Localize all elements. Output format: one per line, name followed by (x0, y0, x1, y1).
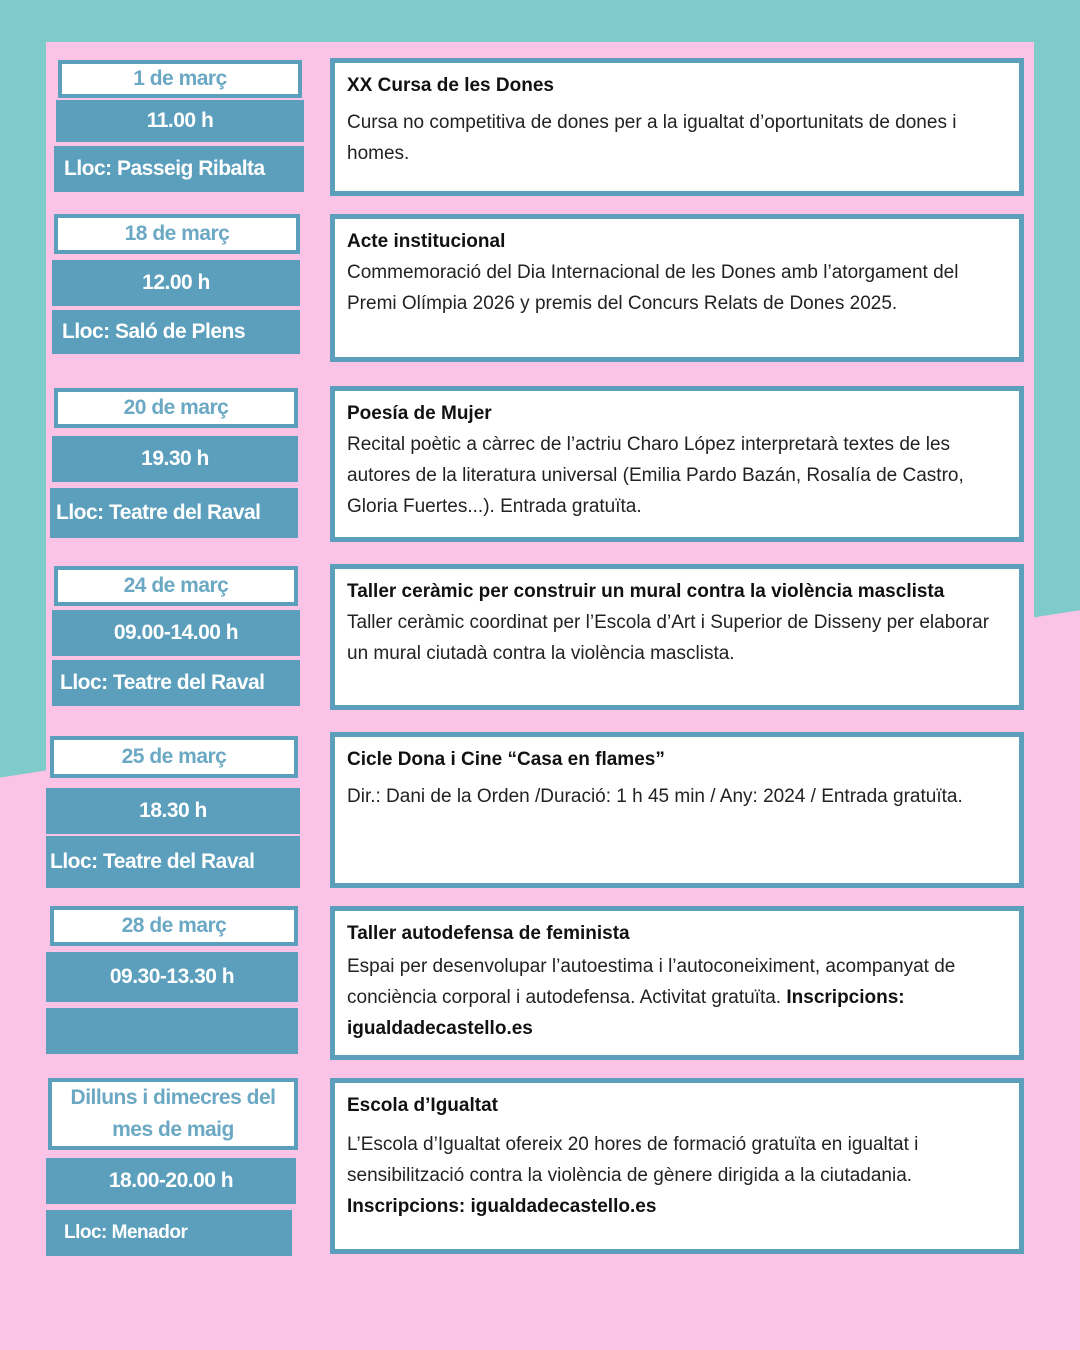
event-date: 20 de març (54, 388, 298, 428)
event-title: Acte institucional (347, 231, 506, 252)
event-signup: Inscripcions: igualdadecastello.es (347, 987, 905, 1039)
event-date: 1 de març (58, 60, 302, 98)
event-date: 28 de març (50, 906, 298, 946)
event-card (330, 214, 1024, 362)
event-time: 09.00-14.00 h (52, 610, 300, 656)
event-card (330, 564, 1024, 710)
event-title: Escola d’Igualtat (347, 1095, 498, 1116)
event-time: 18.30 h (46, 788, 300, 834)
event-title: Taller ceràmic per construir un mural contra la violència masclista (347, 581, 945, 602)
event-time: 12.00 h (52, 260, 300, 306)
event-time: 18.00-20.00 h (46, 1158, 296, 1204)
event-time: 19.30 h (52, 436, 298, 482)
event-place: Lloc: Teatre del Raval (52, 660, 300, 706)
event-description: L’Escola d’Igualtat ofereix 20 hores de formació gratuïta en igualtat i sensibilització contra la violència de gènere dirigida a la ciutadania. Inscripcions: igualdadecastello.es (347, 1134, 919, 1217)
event-description: Recital poètic a càrrec de l’actriu Charo López interpretarà textes de les autores de la literatura universal (Emilia Pardo Bazán, Rosalía de Castro, Gloria Fuertes...). Entrada gratuïta. (347, 434, 964, 517)
event-place: Lloc: Passeig Ribalta (54, 146, 304, 192)
event-card (330, 1078, 1024, 1254)
event-date: 24 de març (54, 566, 298, 606)
event-place: Lloc: Menador (46, 1210, 292, 1256)
event-card (330, 386, 1024, 542)
event-card (330, 732, 1024, 888)
event-description: Espai per desenvolupar l’autoestima i l’autoconeiximent, acompanyat de conciència corporal i autodefensa. Activitat gratuïta. Inscripcions: igualdadecastello.es (347, 956, 956, 1039)
event-description: Commemoració del Dia Internacional de les Dones amb l’atorgament del Premi Olímpia 2026 y premis del Concurs Relats de Dones 2025. (347, 262, 959, 314)
event-time: 09.30-13.30 h (46, 952, 298, 1002)
event-description: Dir.: Dani de la Orden /Duració: 1 h 45 min / Any: 2024 / Entrada gratuïta. (347, 786, 963, 807)
event-date: 18 de març (54, 214, 300, 254)
event-place-empty (46, 1008, 298, 1054)
event-signup: Inscripcions: igualdadecastello.es (347, 1196, 657, 1217)
event-card (330, 906, 1024, 1060)
event-description: Cursa no competitiva de dones per a la igualtat d’oportunitats de dones i homes. (347, 112, 957, 164)
event-title: Poesía de Mujer (347, 403, 492, 424)
event-date: 25 de març (50, 736, 298, 778)
event-title: XX Cursa de les Dones (347, 75, 554, 96)
event-place: Lloc: Teatre del Raval (46, 836, 300, 888)
event-card (330, 58, 1024, 196)
event-title: Taller autodefensa de feminista (347, 923, 630, 944)
event-time: 11.00 h (56, 100, 304, 142)
event-title: Cicle Dona i Cine “Casa en flames” (347, 749, 665, 770)
event-description: Taller ceràmic coordinat per l’Escola d’Art i Superior de Disseny per elaborar un mural ciutadà contra la violència masclista. (347, 612, 990, 664)
event-date: Dilluns i dimecres del mes de maig (48, 1078, 298, 1150)
event-place: Lloc: Saló de Plens (52, 310, 300, 354)
event-place: Lloc: Teatre del Raval (50, 488, 298, 538)
